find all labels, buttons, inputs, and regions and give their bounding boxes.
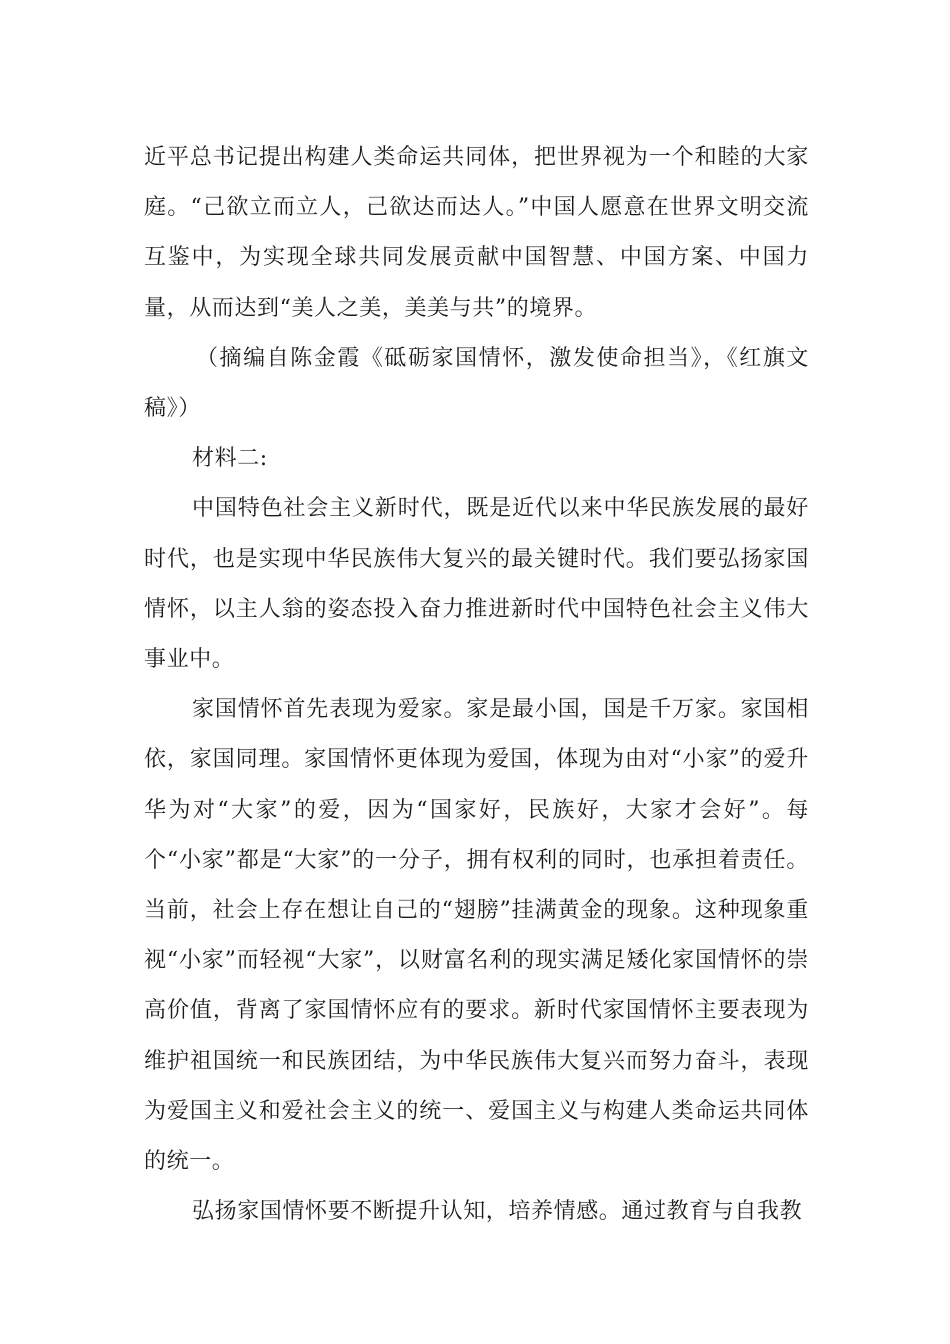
paragraph-new-era: 中国特色社会主义新时代，既是近代以来中华民族发展的最好时代，也是实现中华民族伟大复兴的最关键时代。我们要弘扬家国情怀，以主人翁的姿态投入奋力推进新时代中国特色社会主义伟大事业中。 <box>144 496 809 673</box>
source-citation: （摘编自陈金霞《砥砺家国情怀，激发使命担当》，《红旗文稿》） <box>144 345 809 422</box>
paragraph-love-home-country: 家国情怀首先表现为爱家。家是最小国，国是千万家。家国相依，家国同理。家国情怀更体现为爱国，体现为由对“小家”的爱升华为对“大家”的爱，因为“国家好，民族好，大家才会好”。每个“小家”都是“大家”的一分子，拥有权利的同时，也承担着责任。当前，社会上存在想让自己的“翅膀”挂满黄金的现象。这种现象重视“小家”而轻视“大家”，以财富名利的现实满足矮化家国情怀的崇高价值，背离了家国情怀应有的要求。新时代家国情怀主要表现为维护祖国统一和民族团结，为中华民族伟大复兴而努力奋斗，表现为爱国主义和爱社会主义的统一、爱国主义与构建人类命运共同体的统一。 <box>144 697 809 1175</box>
document-body <box>144 133 809 1237</box>
material-2-heading: 材料二: <box>192 446 268 472</box>
paragraph-continued: 近平总书记提出构建人类命运共同体，把世界视为一个和睦的大家庭。“己欲立而立人，己欲达而达人。”中国人愿意在世界文明交流互鉴中，为实现全球共同发展贡献中国智慧、中国方案、中国力量，从而达到“美人之美，美美与共”的境界。 <box>144 145 809 321</box>
paragraph-cultivate-feelings: 弘扬家国情怀要不断提升认知，培养情感。通过教育与自我教 <box>192 1199 803 1225</box>
